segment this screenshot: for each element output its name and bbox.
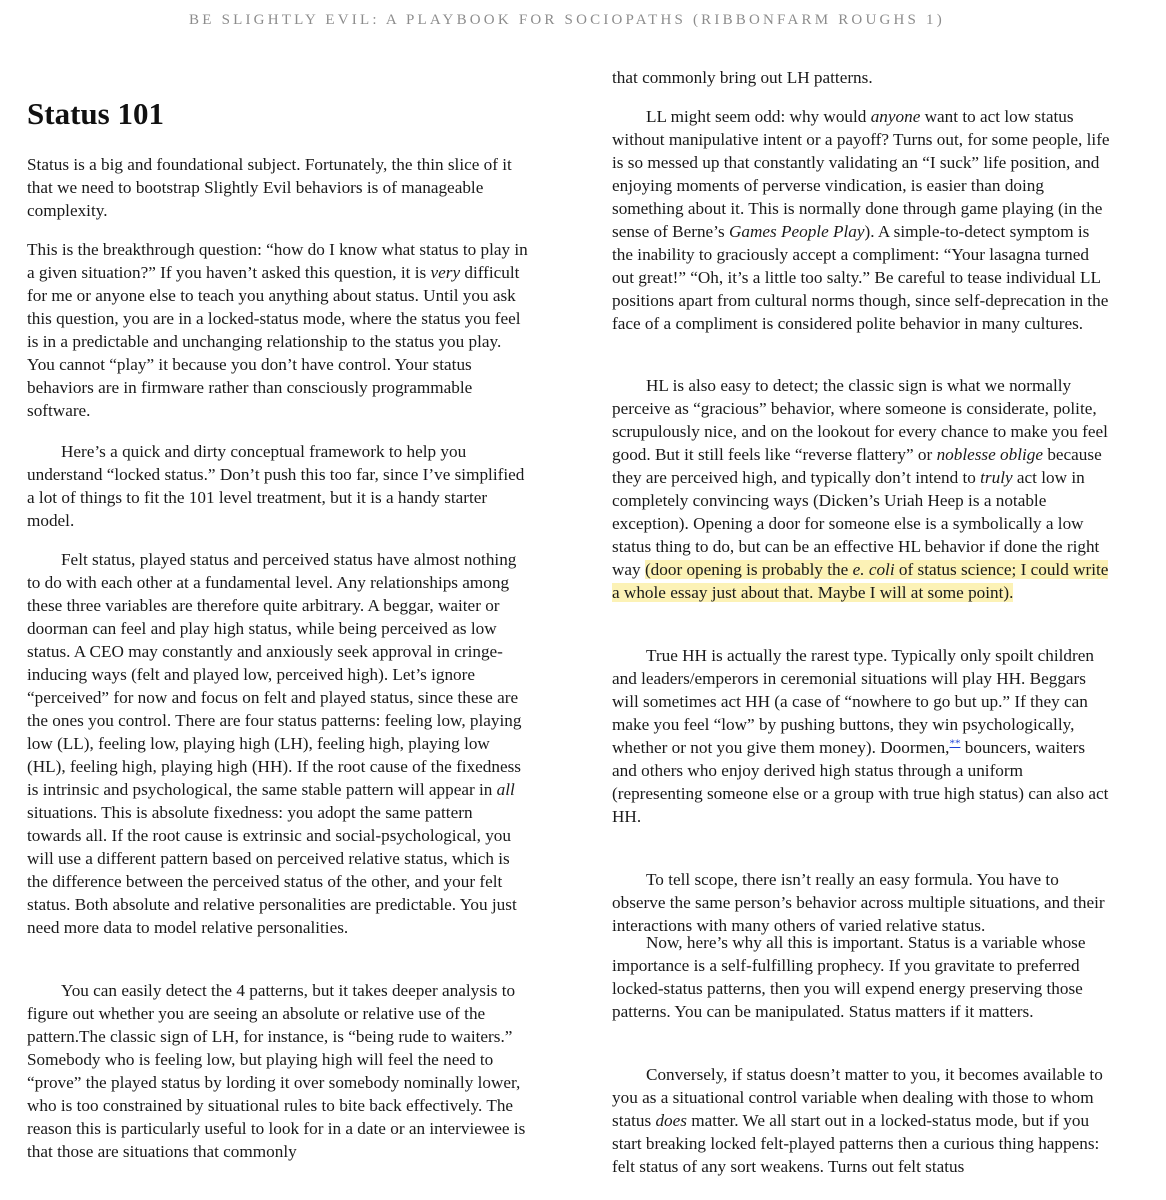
text-run: Felt status, played status and perceived status have almost nothing to do with each other at a fundamental level. Any relationships among these three variables are therefore quite arbitrary. A beggar, waiter or doorman can feel and play high status, while being perceived as low status. A CEO may constantly and anxiously seek approval in cringe-inducing ways (felt and played low, perceived high). Let’s ignore “perceived” for now and focus on felt and played status, since these are the ones you control. There are four status patterns: feeling low, playing low (LL), feeling low, playing high (LH), feeling high, playing low (HL), feeling high, playing high (HH). If the root cause of the fixedness is intrinsic and psychological, the same stable pattern will appear in — [27, 550, 522, 799]
paragraph — [27, 548, 529, 939]
text-run: act low in completely convincing ways (Dicken’s Uriah Heep is a notable exception). Opening a door for someone else is a symbolically a low status thing to do, but can be an effective HL behavior if done the right way — [612, 468, 1100, 579]
paragraph: To tell scope, there isn’t really an easy formula. You have to observe the same person’s behavior across multiple situations, and their interactions with many others of varied relative status. — [612, 870, 1105, 935]
text-run: HL is also easy to detect; the classic sign is what we normally perceive as “gracious” behavior, where someone is considerate, polite, scrupulously nice, and on the lookout for every chance to make you feel good. But it still feels like “reverse flattery” or — [612, 376, 1108, 464]
text-run: want to act low status without manipulative intent or a payoff? Turns out, for some people, life is so messed up that constantly validating an “I suck” life position, and enjoying moments of perverse vindication, is easier than doing something about it. This is normally done through game playing (in the sense of Berne’s — [612, 107, 1110, 241]
paragraph: Here’s a quick and dirty conceptual framework to help you understand “locked status.” Don’t push this too far, since I’ve simplified a lot of things to fit the 101 level treatment, but it is a handy starter model. — [27, 442, 525, 530]
emphasis: very — [430, 263, 461, 282]
text-run: situations. This is absolute fixedness: you adopt the same pattern towards all. If the root cause is extrinsic and social-psychological, you will use a different pattern based on perceived relative status, which is the difference between the perceived status of the other, and your felt status. Both absolute and relative personalities are predictable. You just need more data to model relative personalities. — [27, 803, 517, 937]
text-run: bouncers, waiters and others who enjoy derived high status through a uniform (representing someone else or a group with true high status) can also act HH. — [612, 738, 1109, 826]
paragraph: Now, here’s why all this is important. Status is a variable whose importance is a self-fulfilling prophecy. If you gravitate to preferred locked-status patterns, then you will expend energy preserving those patterns. You can be manipulated. Status matters if it matters. — [612, 933, 1086, 1021]
running-header: BE SLIGHTLY EVIL: A PLAYBOOK FOR SOCIOPATHS (RIBBONFARM ROUGHS 1) — [189, 12, 945, 28]
paragraph — [27, 238, 529, 422]
paragraph — [612, 374, 1112, 604]
emphasis: does — [655, 1111, 687, 1130]
text-run: True HH is actually the rarest type. Typically only spoilt children and leaders/emperors in ceremonial situations will play HH. Beggars will sometimes act HH (a case of “nowhere to go but up.” If they can make you feel “low” by pushing buttons, they win psychologically, whether or not you give them money). Doormen, — [612, 646, 1094, 757]
text-run: ). A simple-to-detect symptom is the inability to graciously accept a compliment: “Your lasagna turned out great!” “Oh, it’s a little too salty.” Be careful to tease individual LL positions apart from cultural norms though, since self-deprecation in the face of a compliment is considered polite behavior in many cultures. — [612, 222, 1109, 333]
text-run: This is the breakthrough question: “how do I know what status to play in a given situation?” If you haven’t asked this question, it is — [27, 240, 528, 282]
emphasis: anyone — [870, 107, 921, 126]
chapter-title: Status 101 — [27, 96, 164, 131]
text-run: LL might seem odd: why would — [646, 107, 871, 126]
paragraph — [612, 644, 1112, 828]
text-run: Conversely, if status doesn’t matter to you, it becomes available to you as a situational control variable when dealing with those to whom status — [612, 1065, 1103, 1130]
footnote-link[interactable]: ** — [949, 737, 961, 750]
text-run: matter. We all start out in a locked-status mode, but if you start breaking locked felt-played patterns then a curious thing happens: felt status of any sort weakens. Turns out felt status — [612, 1111, 1100, 1176]
emphasis: all — [496, 780, 515, 799]
text-run: of status science; I could write a whole essay just about that. Maybe I will at some point). — [612, 560, 1109, 602]
paragraph: You can easily detect the 4 patterns, but it takes deeper analysis to figure out whether you are seeing an absolute or relative use of the pattern.The classic sign of LH, for instance, is “being rude to waiters.” Somebody who is feeling low, but playing high will feel the need to “prove” the played status by lording it over somebody nominally lower, who is too constrained by situational rules to bite back effectively. The reason this is particularly useful to look for in a date or an interviewee is that those are situations that commonly — [27, 981, 526, 1161]
highlighted-text[interactable] — [612, 560, 1108, 602]
paragraph — [612, 105, 1112, 335]
paragraph — [612, 1063, 1112, 1178]
paragraph: that commonly bring out LH patterns. — [612, 68, 873, 87]
text-run: difficult for me or anyone else to teach you anything about status. Until you ask this question, you are in a locked-status mode, where the status you feel is in a predictable and unchanging relationship to the status you play. You cannot “play” it because you don’t have control. Your status behaviors are in firmware rather than consciously programmable software. — [27, 263, 521, 420]
emphasis: e. coli — [852, 560, 895, 579]
paragraph: Status is a big and foundational subject. Fortunately, the thin slice of it that we need to bootstrap Slightly Evil behaviors is of manageable complexity. — [27, 155, 512, 220]
emphasis: truly — [980, 468, 1013, 487]
book-title: Games People Play — [728, 222, 865, 241]
text-run: because they are perceived high, and typically don’t intend to — [612, 445, 1102, 487]
emphasis: noblesse oblige — [936, 445, 1044, 464]
text-run: (door opening is probably the — [644, 560, 853, 579]
